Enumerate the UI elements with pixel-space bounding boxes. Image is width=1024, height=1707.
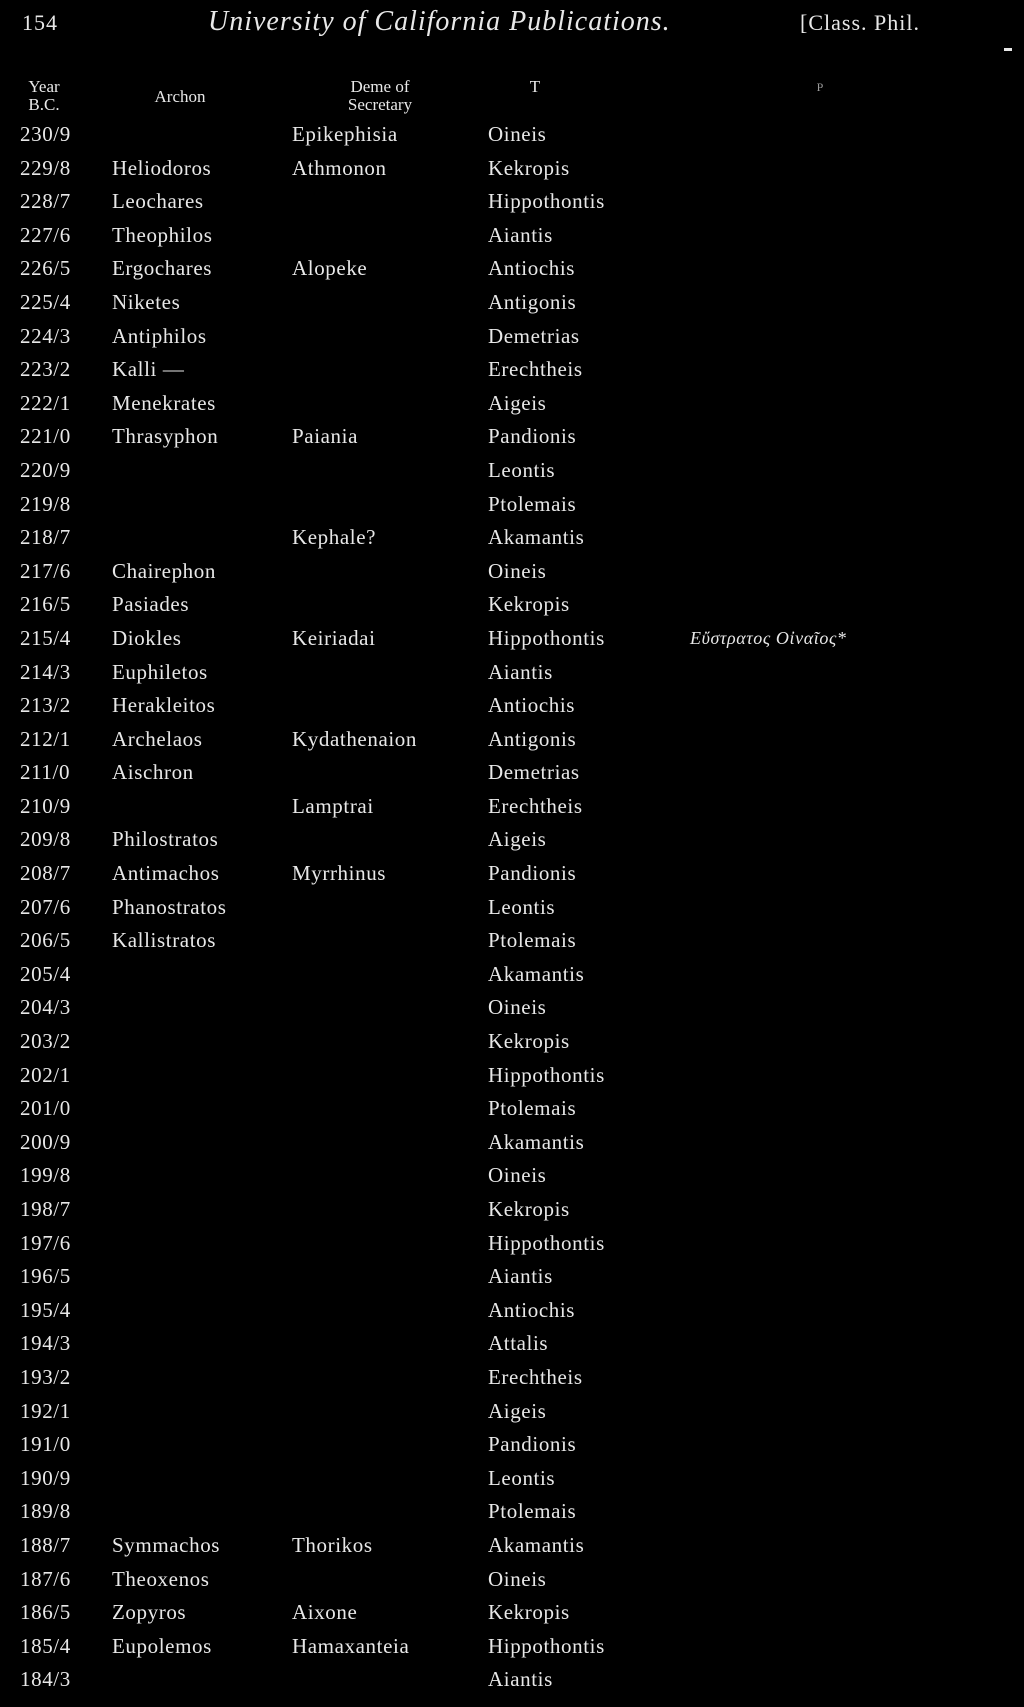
cell-archon: Kallistratos [112,928,217,953]
table-row [0,1462,1024,1496]
cell-tribe: Ptolemais [488,928,577,953]
cell-year: 220/9 [20,457,71,482]
cell-tribe: Hippothontis [488,1062,605,1087]
cell-archon: Symmachos [112,1532,221,1557]
cell-archon: Theophilos [112,222,213,247]
cell-year: 184/3 [20,1667,71,1692]
cell-year: 188/7 [20,1532,71,1557]
cell-archon: Aischron [112,760,194,785]
cell-deme: Paiania [292,424,359,449]
table-row [0,1327,1024,1361]
column-header-year: Year B.C. [28,77,60,114]
table-row [0,1227,1024,1261]
cell-year: 224/3 [20,323,71,348]
table-row [0,387,1024,421]
cell-year: 187/6 [20,1566,71,1591]
cell-archon: Antimachos [112,861,220,886]
cell-deme: Lamptrai [292,793,374,818]
cell-tribe: Erechtheis [488,357,583,382]
table-row [0,555,1024,589]
cell-tribe: Aiantis [488,659,553,684]
page-header [0,6,1024,46]
table-row [0,790,1024,824]
table-row [0,991,1024,1025]
cell-tribe: Hippothontis [488,189,605,214]
cell-deme: Alopeke [292,256,368,281]
cell-year: 185/4 [20,1633,71,1658]
column-header-deme: Deme of Secretary [347,77,413,114]
cell-tribe: Aigeis [488,1398,547,1423]
cell-archon: Heliodoros [112,155,212,180]
table-row [0,152,1024,186]
table-row [0,1025,1024,1059]
cell-tribe: Hippothontis [488,625,605,650]
table-row [0,1428,1024,1462]
table-row [0,118,1024,152]
column-headers [0,78,1024,118]
cell-extra: Εὔστρατος Οἰναῖος* [690,627,847,648]
cell-year: 214/3 [20,659,71,684]
table-row [0,1294,1024,1328]
archon-table [0,118,1024,1697]
cell-archon: Euphiletos [112,659,208,684]
table-row [0,958,1024,992]
cell-year: 196/5 [20,1264,71,1289]
cell-tribe: Kekropis [488,592,570,617]
cell-year: 197/6 [20,1230,71,1255]
cell-tribe: Erechtheis [488,1364,583,1389]
cell-tribe: Attalis [488,1331,549,1356]
cell-year: 202/1 [20,1062,71,1087]
table-row [0,656,1024,690]
cell-year: 230/9 [20,122,71,146]
cell-year: 207/6 [20,894,71,919]
cell-year: 209/8 [20,827,71,852]
cell-year: 195/4 [20,1297,71,1322]
table-row [0,1260,1024,1294]
cell-year: 189/8 [20,1499,71,1524]
cell-tribe: Akamantis [488,1532,585,1557]
cell-year: 228/7 [20,189,71,214]
cell-archon: Herakleitos [112,693,216,718]
table-row [0,454,1024,488]
table-row [0,219,1024,253]
running-title: University of California Publications. [208,6,671,37]
table-row [0,756,1024,790]
cell-tribe: Kekropis [488,155,570,180]
cell-year: 201/0 [20,1096,71,1121]
cell-tribe: Pandionis [488,424,577,449]
cell-deme: Aixone [292,1600,358,1625]
cell-tribe: Aigeis [488,390,547,415]
cell-year: 217/6 [20,558,71,583]
cell-tribe: Hippothontis [488,1633,605,1658]
cell-year: 194/3 [20,1331,71,1356]
cell-tribe: Erechtheis [488,793,583,818]
cell-year: 186/5 [20,1600,71,1625]
cell-deme: Athmonon [292,155,387,180]
cell-tribe: Antiochis [488,256,576,281]
cell-tribe: Aigeis [488,827,547,852]
cell-deme: Kydathenaion [292,726,417,751]
cell-archon: Archelaos [112,726,203,751]
cell-year: 226/5 [20,256,71,281]
cell-year: 208/7 [20,861,71,886]
cell-archon: Leochares [112,189,204,214]
cell-archon: Antiphilos [112,323,207,348]
table-row [0,1596,1024,1630]
cell-tribe: Oineis [488,1566,547,1591]
cell-tribe: Antigonis [488,726,577,751]
cell-tribe: Ptolemais [488,1499,577,1524]
cell-tribe: Demetrias [488,760,580,785]
cell-archon: Ergochares [112,256,213,281]
table-row [0,1395,1024,1429]
cell-deme: Thorikos [292,1532,373,1557]
table-row [0,488,1024,522]
cell-tribe: Ptolemais [488,491,577,516]
cell-year: 204/3 [20,995,71,1020]
table-row [0,1663,1024,1697]
table-row [0,1361,1024,1395]
table-row [0,1159,1024,1193]
cell-deme: Kephale? [292,525,377,550]
cell-year: 216/5 [20,592,71,617]
cell-year: 200/9 [20,1129,71,1154]
cell-archon: Diokles [112,625,182,650]
cell-archon: Menekrates [112,390,216,415]
cell-tribe: Oineis [488,995,547,1020]
cell-tribe: Akamantis [488,1129,585,1154]
running-section: [Class. Phil. [800,10,920,35]
cell-archon: Eupolemos [112,1633,212,1658]
cell-tribe: Pandionis [488,1432,577,1457]
cell-year: 219/8 [20,491,71,516]
table-row [0,320,1024,354]
cell-tribe: Akamantis [488,961,585,986]
cell-year: 191/0 [20,1432,71,1457]
table-row [0,1092,1024,1126]
cell-year: 193/2 [20,1364,71,1389]
table-row [0,521,1024,555]
cell-year: 210/9 [20,793,71,818]
cell-tribe: Oineis [488,1163,547,1188]
cell-year: 225/4 [20,289,71,314]
table-row [0,185,1024,219]
table-row [0,1630,1024,1664]
cell-tribe: Kekropis [488,1029,570,1054]
cell-year: 222/1 [20,390,71,415]
column-header-archon: Archon [154,87,206,106]
cell-archon: Phanostratos [112,894,227,919]
cell-archon: Niketes [112,289,181,314]
cell-archon: Zopyros [112,1600,187,1625]
page-number: 154 [22,10,58,35]
table-row [0,588,1024,622]
cell-deme: Epikephisia [292,122,398,146]
cell-tribe: Aiantis [488,1264,553,1289]
table-row [0,286,1024,320]
table-row [0,1193,1024,1227]
cell-tribe: Aiantis [488,222,553,247]
cell-tribe: Oineis [488,558,547,583]
cell-tribe: Kekropis [488,1600,570,1625]
table-row [0,252,1024,286]
cell-archon: Kalli — [112,357,185,382]
cell-tribe: Oineis [488,122,547,146]
table-row [0,857,1024,891]
cell-deme: Keiriadai [292,625,376,650]
cell-year: 212/1 [20,726,71,751]
cell-tribe: Antiochis [488,1297,576,1322]
cell-year: 211/0 [20,760,71,785]
cell-archon: Theoxenos [112,1566,210,1591]
cell-tribe: Antigonis [488,289,577,314]
table-row [0,823,1024,857]
cell-tribe: Leontis [488,457,556,482]
cell-tribe: Ptolemais [488,1096,577,1121]
column-header-tribe: T [529,77,541,96]
edge-mark [1004,48,1012,51]
table-row [0,353,1024,387]
cell-tribe: Kekropis [488,1197,570,1221]
cell-year: 203/2 [20,1029,71,1054]
cell-archon: Chairephon [112,558,216,583]
cell-tribe: Aiantis [488,1667,553,1692]
cell-archon: Pasiades [112,592,190,617]
cell-year: 198/7 [20,1197,71,1221]
cell-tribe: Akamantis [488,525,585,550]
cell-tribe: Leontis [488,894,556,919]
table-row [0,420,1024,454]
cell-year: 192/1 [20,1398,71,1423]
cell-deme: Myrrhinus [292,861,387,886]
cell-year: 199/8 [20,1163,71,1188]
table-row [0,891,1024,925]
table-row [0,1126,1024,1160]
column-header-other: P [816,80,824,94]
cell-archon: Thrasyphon [112,424,219,449]
table-row [0,924,1024,958]
cell-tribe: Leontis [488,1465,556,1490]
table-row [0,1529,1024,1563]
cell-tribe: Hippothontis [488,1230,605,1255]
cell-year: 213/2 [20,693,71,718]
cell-year: 227/6 [20,222,71,247]
cell-year: 221/0 [20,424,71,449]
cell-year: 206/5 [20,928,71,953]
cell-year: 218/7 [20,525,71,550]
cell-tribe: Demetrias [488,323,580,348]
cell-year: 223/2 [20,357,71,382]
table-row [0,1495,1024,1529]
table-row [0,689,1024,723]
cell-tribe: Antiochis [488,693,576,718]
cell-year: 215/4 [20,625,71,650]
cell-year: 190/9 [20,1465,71,1490]
cell-archon: Philostratos [112,827,219,852]
table-row [0,1563,1024,1597]
table-row [0,723,1024,757]
cell-year: 205/4 [20,961,71,986]
cell-deme: Hamaxanteia [292,1633,410,1658]
cell-tribe: Pandionis [488,861,577,886]
cell-year: 229/8 [20,155,71,180]
table-row [0,622,1024,656]
table-row [0,1059,1024,1093]
